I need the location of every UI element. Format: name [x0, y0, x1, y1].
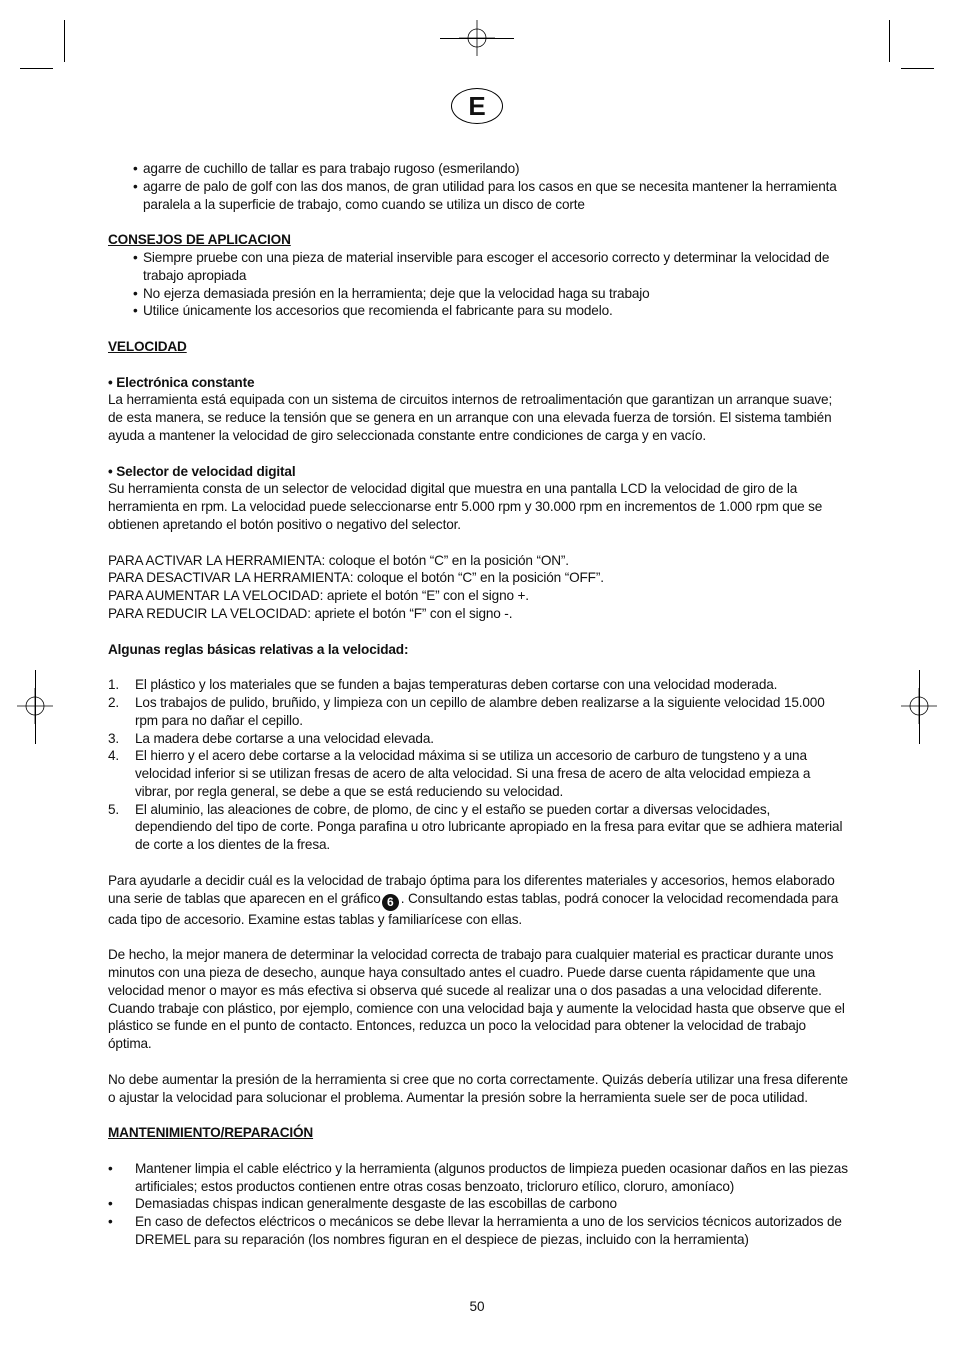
- list-item: • Siempre pruebe con una pieza de material inservible para escoger el accesorio correcto y determinar la velocidad de trabajo apropiada: [133, 249, 830, 283]
- section-heading-velocidad: VELOCIDAD: [108, 338, 187, 354]
- page-content: [108, 160, 848, 1249]
- crop-mark: [889, 20, 890, 62]
- instruction-line: PARA AUMENTAR LA VELOCIDAD: apriete el botón “E” con el signo +.: [108, 588, 529, 604]
- crop-mark: [35, 670, 36, 744]
- crop-mark: [440, 38, 514, 39]
- subheading-selector: • Selector de velocidad digital: [108, 463, 296, 479]
- subheading-electronica: • Electrónica constante: [108, 374, 255, 390]
- list-item: 3. La madera debe cortarse a una velocidad elevada.: [108, 730, 434, 746]
- grip-list: [108, 160, 848, 213]
- instruction-line: PARA ACTIVAR LA HERRAMIENTA: coloque el botón “C” en la posición “ON”.: [108, 552, 569, 568]
- crop-mark: [919, 670, 920, 744]
- paragraph-pressure: No debe aumentar la presión de la herramienta si cree que no corta correctamente. Quizás debería utilizar una fresa diferente o ajustar la velocidad para solucionar el problema. Aumentar la presión sobre la herramienta suele ser de poca utilidad.: [108, 1071, 848, 1105]
- list-item: 5. El aluminio, las aleaciones de cobre, de plomo, de cinc y el estaño se pueden cortar a diversas velocidades, dependiendo del tipo de corte. Ponga parafina u otro lubricante apropiado en la fresa para evitar que se adhiera material de corte a los dientes de la fresa.: [108, 801, 843, 853]
- instruction-line: PARA REDUCIR LA VELOCIDAD: apriete el botón “F” con el signo -.: [108, 605, 513, 621]
- subheading-rules: Algunas reglas básicas relativas a la velocidad:: [108, 641, 409, 657]
- paragraph-practice: De hecho, la mejor manera de determinar la velocidad correcta de trabajo para cualquier material es practicar durante unos minutos con una pieza de desecho, aunque haya consultado antes el cuadro. Puede darse cuenta rápidamente que una velocidad menor o mayor es más efectiva si observa qué sucede al realizar una o dos pasadas a una velocidad diferente. Cuando trabaje con plástico, por ejemplo, comience con una velocidad baja y aumente la velocidad hasta que observe que el plástico se funde en el punto de contacto. Entonces, reduzca un poco la velocidad para obtener la velocidad de trabajo óptima.: [108, 947, 845, 1052]
- list-item: • agarre de cuchillo de tallar es para trabajo rugoso (esmerilando): [133, 161, 520, 176]
- list-item: 4. El hierro y el acero debe cortarse a la velocidad máxima si se utiliza un accesorio de carburo de tungsteno y a una velocidad inferior si se utilizan fresas de acero de alta velocidad. Si una fresa de acero de alta velocidad empieza a vibrar, por regla general, se debe a que se está reduciendo su velocidad.: [108, 748, 811, 799]
- list-item: • agarre de palo de golf con las dos manos, de gran utilidad para los casos en que se necesita mantener la herramienta paralela a la superficie de trabajo, como cuando se utiliza un disco de corte: [133, 178, 837, 212]
- list-item: • Demasiadas chispas indican generalmente desgaste de las escobillas de carbono: [108, 1196, 617, 1212]
- list-item: • No ejerza demasiada presión en la herramienta; deje que la velocidad haga su trabajo: [133, 285, 650, 301]
- section-heading-consejos: CONSEJOS DE APLICACION: [108, 232, 291, 248]
- list-item: • En caso de defectos eléctricos o mecánicos se debe llevar la herramienta a uno de los servicios técnicos autorizados de DREMEL para su reparación (los nombres figuran en el despiece de piezas, incluido con la herramienta): [108, 1214, 842, 1248]
- rules-list: [108, 676, 848, 854]
- instruction-line: PARA DESACTIVAR LA HERRAMIENTA: coloque el botón “C” en la posición “OFF”.: [108, 570, 604, 586]
- list-item: 2. Los trabajos de pulido, bruñido, y limpieza con un cepillo de alambre deben realizarse a la siguiente velocidad 15.000 rpm para no dañar el cepillo.: [108, 694, 825, 728]
- paragraph-electronica: La herramienta está equipada con un sistema de circuitos internos de retroalimentación que garantizan un arranque suave; de esta manera, se reduce la tensión que se genera en un arranque con una elevada fuerza de torsión. El sistema también ayuda a mantener la velocidad de giro seleccionada constante entre condiciones de carga y en vacío.: [108, 392, 833, 443]
- section-heading-mantenimiento: MANTENIMIENTO/REPARACIÓN: [108, 1125, 314, 1141]
- page-number: 50: [469, 1299, 485, 1314]
- paragraph-tables: Para ayudarle a decidir cuál es la velocidad de trabajo óptima para los diferentes materiales y accesorios, hemos elaborado una serie de tablas que aparecen en el gráfico 6 . Consultando estas tablas, podrá conocer la velocidad recomendada para cada tipo de accesorio. Examine estas tablas y familiarícese con ellas.: [108, 872, 839, 927]
- mantenimiento-list: [108, 1160, 848, 1249]
- list-item: • Utilice únicamente los accesorios que recomienda el fabricante para su modelo.: [133, 303, 613, 319]
- language-badge: E: [451, 88, 503, 124]
- crop-mark: [64, 20, 65, 62]
- consejos-list: [108, 249, 848, 320]
- crop-mark: [20, 68, 53, 69]
- paragraph-selector: Su herramienta consta de un selector de velocidad digital que muestra en una pantalla LCD la velocidad de giro de la herramienta en rpm. La velocidad puede seleccionarse entr 5.000 rpm y 30.000 rpm en incrementos de 1.000 rpm que se obtienen apretando el botón positivo o negativo del selector.: [108, 481, 823, 532]
- figure-reference-icon: 6: [382, 894, 399, 911]
- list-item: 1. El plástico y los materiales que se funden a bajas temperaturas deben cortarse con una velocidad moderada.: [108, 677, 778, 693]
- list-item: • Mantener limpia el cable eléctrico y la herramienta (algunos productos de limpieza pueden ocasionar daños en las piezas artificiales; estos productos contienen entre otras cosas benzoato, tricloruro etílico, cloruro, amoníaco): [108, 1160, 848, 1194]
- crop-mark: [901, 68, 934, 69]
